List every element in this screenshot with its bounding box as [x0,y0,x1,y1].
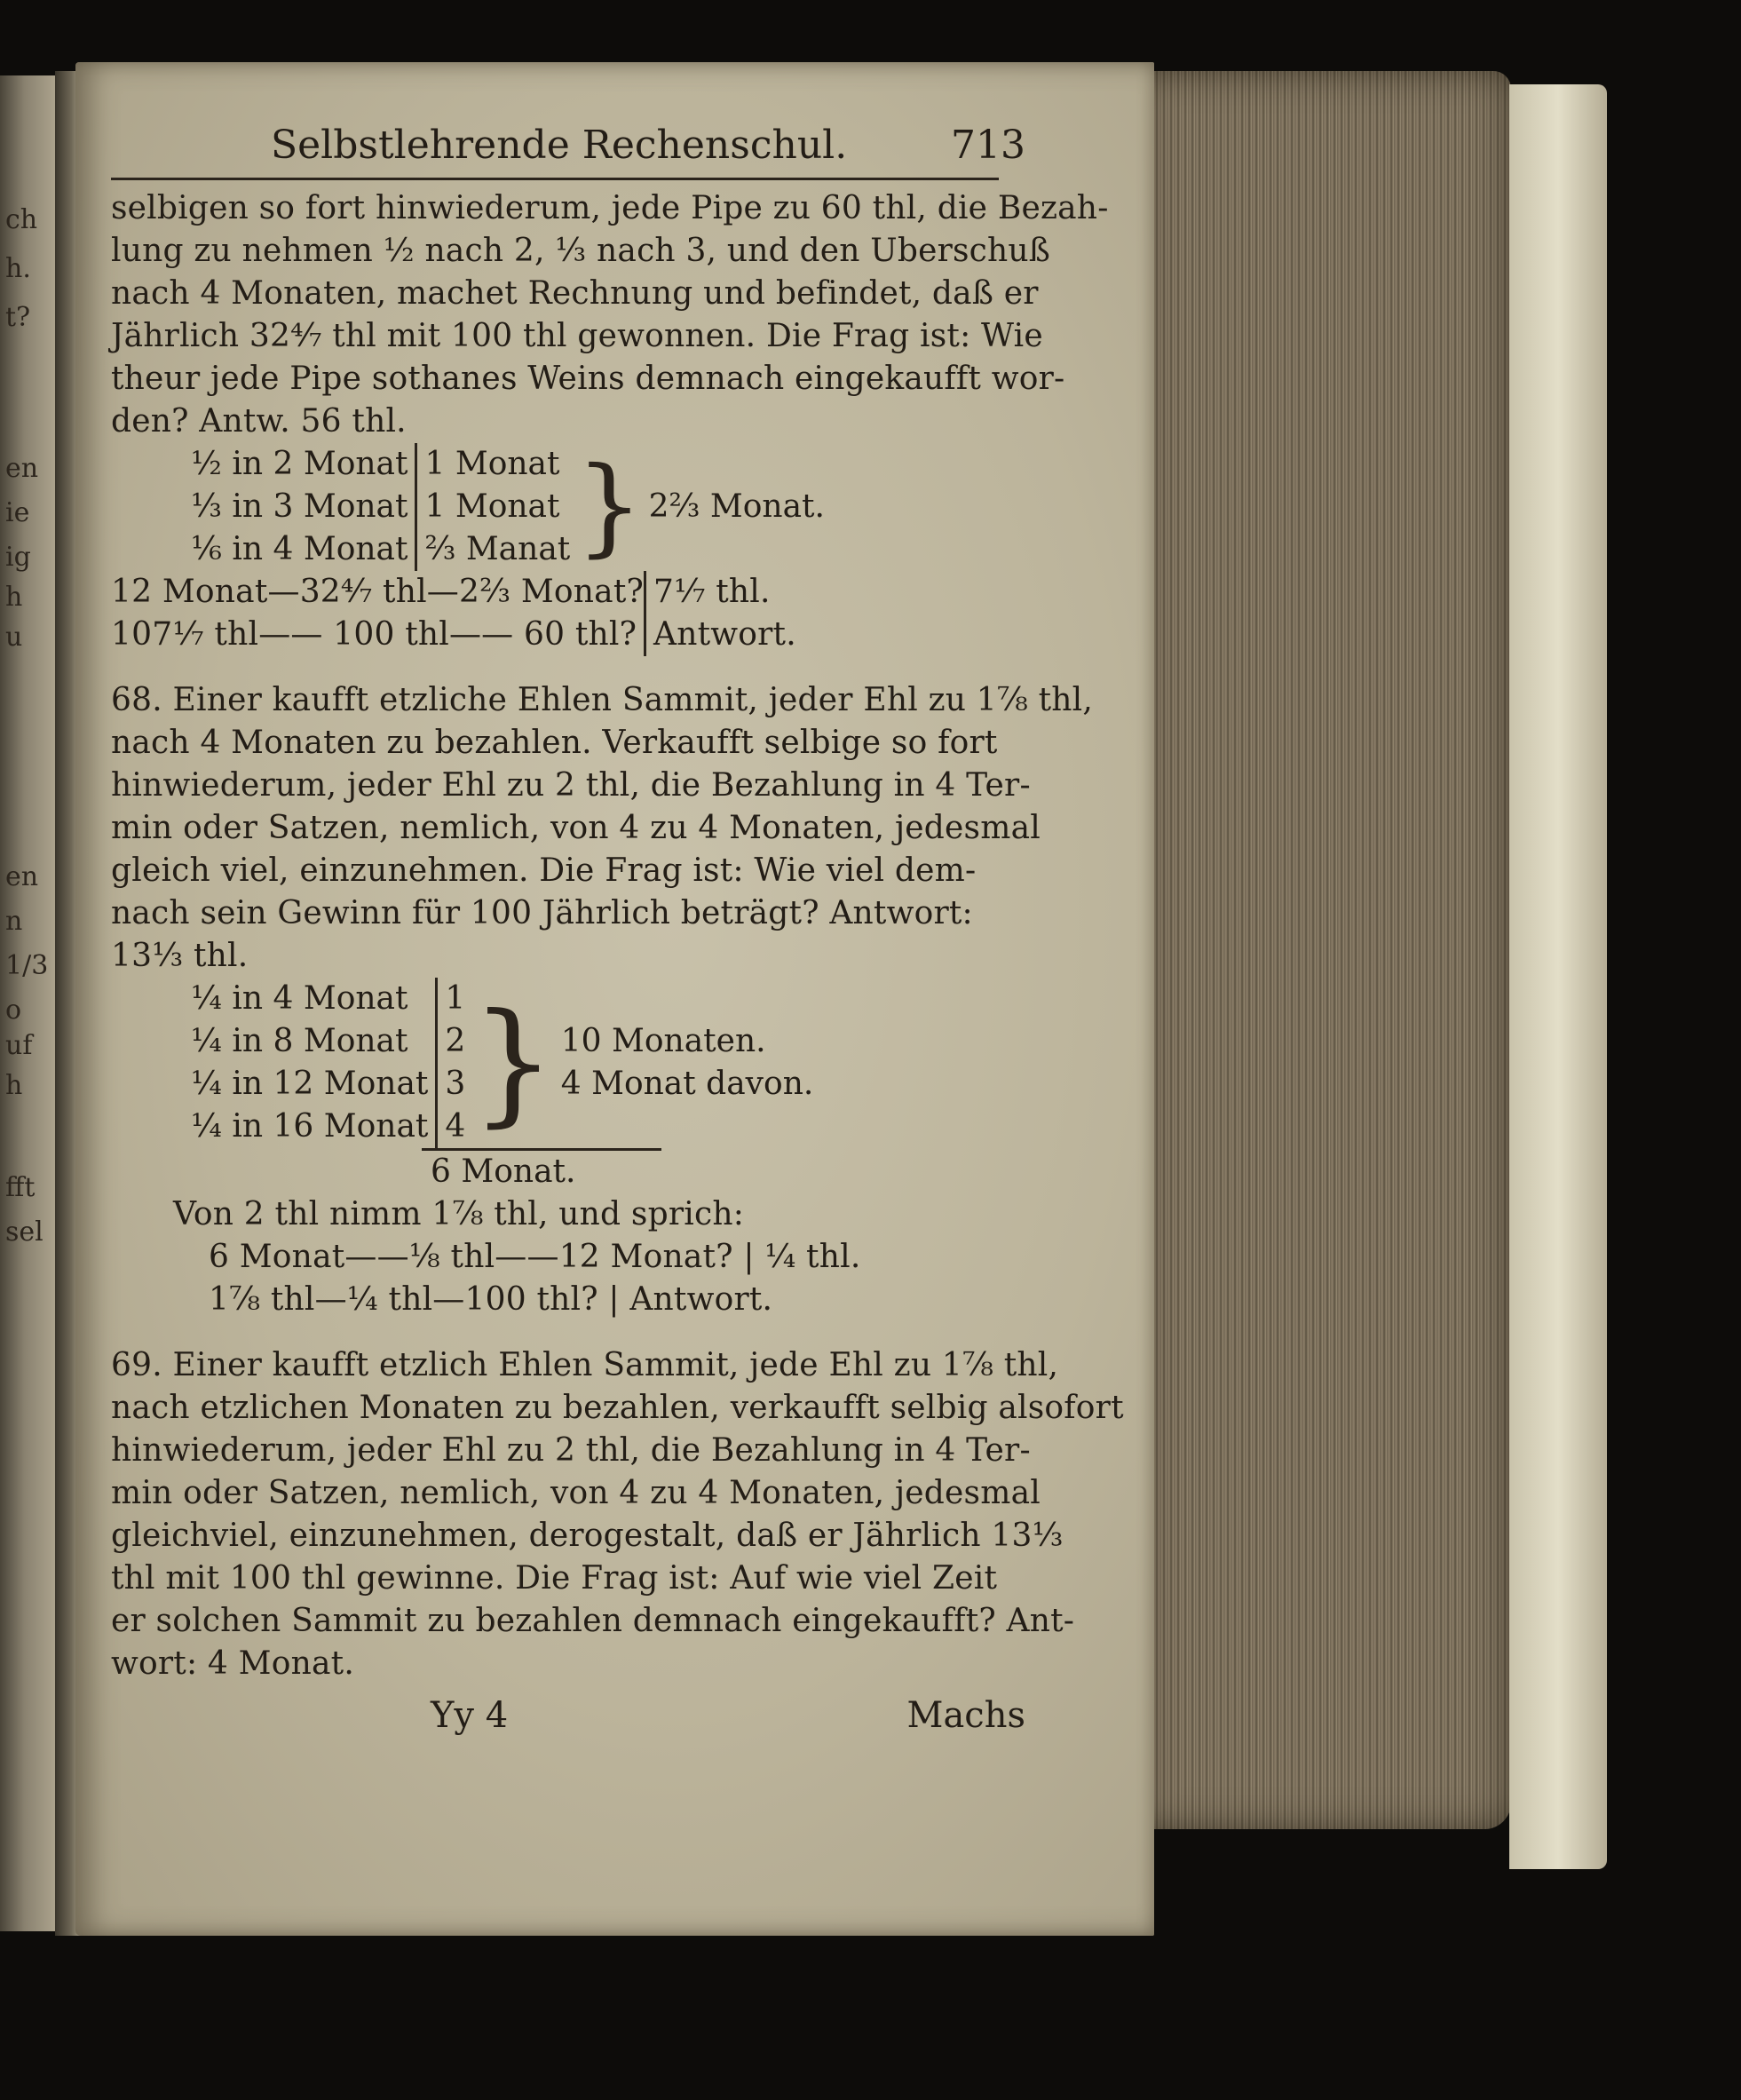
margin-fragment: ig [5,542,31,573]
margin-fragment: n [5,906,23,937]
margin-fragment: uf [5,1030,33,1061]
text-line: 13⅓ thl. [111,938,249,974]
text-line: 1⅞ thl—¼ thl—100 thl? | Antwort. [209,1281,773,1318]
text-line: hinwiederum, jeder Ehl zu 2 thl, die Bezahlung in 4 Ter- [111,767,1031,804]
calc-results [561,1020,814,1105]
text-line: er solchen Sammit zu bezahlen demnach eingekaufft? Ant- [111,1603,1075,1639]
calc-right: 1 [445,980,466,1017]
page-number: 713 [951,123,1025,168]
catchword: Machs [906,1695,1025,1736]
page-footer [111,1694,1043,1737]
problem-68-text [111,679,1094,978]
text-line: Jährlich 32⁴⁄₇ thl mit 100 thl gewonnen. Die Frag ist: Wie [111,318,1043,354]
calc-left: ¼ in 12 Monat [191,1063,438,1105]
margin-fragment: en [5,861,39,892]
calc-left: ⅙ in 4 Monat [191,528,417,571]
proportion-result: Antwort. [644,614,796,656]
calc-right: 2 [445,1023,466,1059]
text-line: gleichviel, einzunehmen, derogestalt, daß er Jährlich 13⅓ [111,1518,1064,1554]
proportion-row [111,571,1043,614]
margin-fragment: o [5,995,22,1026]
text-line: den? Antw. 56 thl. [111,403,407,440]
problem-69-text [111,1344,1124,1685]
page-content [111,123,1124,1737]
margin-fragment: en [5,453,39,484]
problem-67-proportion [111,571,1043,656]
calc-left: ½ in 2 Monat [191,443,417,486]
page-block-edges [1138,71,1511,1829]
calc-right: ⅔ Manat [424,531,571,567]
text-line: lung zu nehmen ½ nach 2, ⅓ nach 3, und den Uberschuß [111,233,1051,269]
calc-result: 10 Monaten. [560,1023,766,1059]
margin-fragment: ie [5,497,30,528]
text-line: nach sein Gewinn für 100 Jährlich beträgt? Antwort: [111,895,973,931]
text-line: selbigen so fort hinwiederum, jede Pipe zu 60 thl, die Bezah- [111,190,1109,226]
calc-left: ¼ in 8 Monat [191,1020,438,1063]
brace: } [575,445,644,568]
margin-fragment: t? [5,302,31,333]
text-line: hinwiederum, jeder Ehl zu 2 thl, die Bezahlung in 4 Ter- [111,1432,1031,1469]
calc-right: 1 Monat [424,446,560,482]
signature-mark: Yy 4 [431,1695,509,1736]
margin-fragment: 1/3 [5,950,49,981]
margin-fragment: fft [5,1172,36,1203]
calc-table [191,443,570,571]
margin-fragment: u [5,622,23,653]
text-line: min oder Satzen, nemlich, von 4 zu 4 Monaten, jedesmal [111,810,1041,846]
running-header [111,124,1043,174]
calc-result: 2⅔ Monat. [648,488,825,525]
text-line: nach 4 Monaten zu bezahlen. Verkaufft selbige so fort [111,725,998,761]
text-line: 69. Einer kaufft etzlich Ehlen Sammit, jede Ehl zu 1⅞ thl, [111,1347,1059,1383]
text-line: 6 Monat——⅛ thl——12 Monat? | ¼ thl. [209,1239,861,1275]
problem-68-working [173,1193,1043,1321]
text-line: nach etzlichen Monaten zu bezahlen, verkaufft selbig alsofort [111,1390,1124,1426]
calc-right: 4 [445,1108,466,1145]
text-line: nach 4 Monaten, machet Rechnung und befindet, daß er [111,275,1039,312]
text-line: gleich viel, einzunehmen. Die Frag ist: Wie viel dem- [111,852,977,889]
proportion-expr: 12 Monat—32⁴⁄₇ thl—2⅔ Monat? [111,574,644,610]
calc-table [191,978,465,1148]
calc-left: ¼ in 4 Monat [191,978,438,1020]
calc-right: 1 Monat [424,488,560,525]
problem-67-text [111,187,1109,443]
text-line: wort: 4 Monat. [111,1645,354,1682]
text-line: min oder Satzen, nemlich, von 4 zu 4 Monaten, jedesmal [111,1475,1041,1511]
text-line: theur jede Pipe sothanes Weins demnach eingekaufft wor- [111,361,1065,397]
margin-fragment: sel [5,1216,44,1248]
text-line: Von 2 thl nimm 1⅞ thl, und sprich: [173,1196,745,1232]
margin-fragment: ch [5,204,38,235]
calc-right: 3 [445,1066,466,1102]
calc-result: 4 Monat davon. [560,1066,814,1102]
proportion-result: 7¹⁄₇ thl. [644,571,771,614]
calc-left: ¼ in 16 Monat [191,1105,438,1148]
problem-68-calculation [111,978,1043,1148]
proportion-expr: 107¹⁄₇ thl—— 100 thl—— 60 thl? [111,616,637,653]
header-rule [111,178,999,180]
problem-67-calculation [111,443,1043,571]
calc-left: ⅓ in 3 Monat [191,486,417,528]
book-cover-edge [1509,84,1607,1869]
margin-fragment: h [5,582,23,613]
brace: } [471,986,556,1140]
text-line: thl mit 100 thl gewinne. Die Frag ist: Auf wie viel Zeit [111,1560,998,1597]
running-title: Selbstlehrende Rechenschul. [271,123,848,168]
text-line: 68. Einer kaufft etzliche Ehlen Sammit, jeder Ehl zu 1⅞ thl, [111,682,1094,718]
margin-fragment: h. [5,253,31,284]
calc-result: 6 Monat. [431,1153,576,1190]
margin-fragment: h [5,1070,23,1101]
proportion-row [111,614,1043,656]
